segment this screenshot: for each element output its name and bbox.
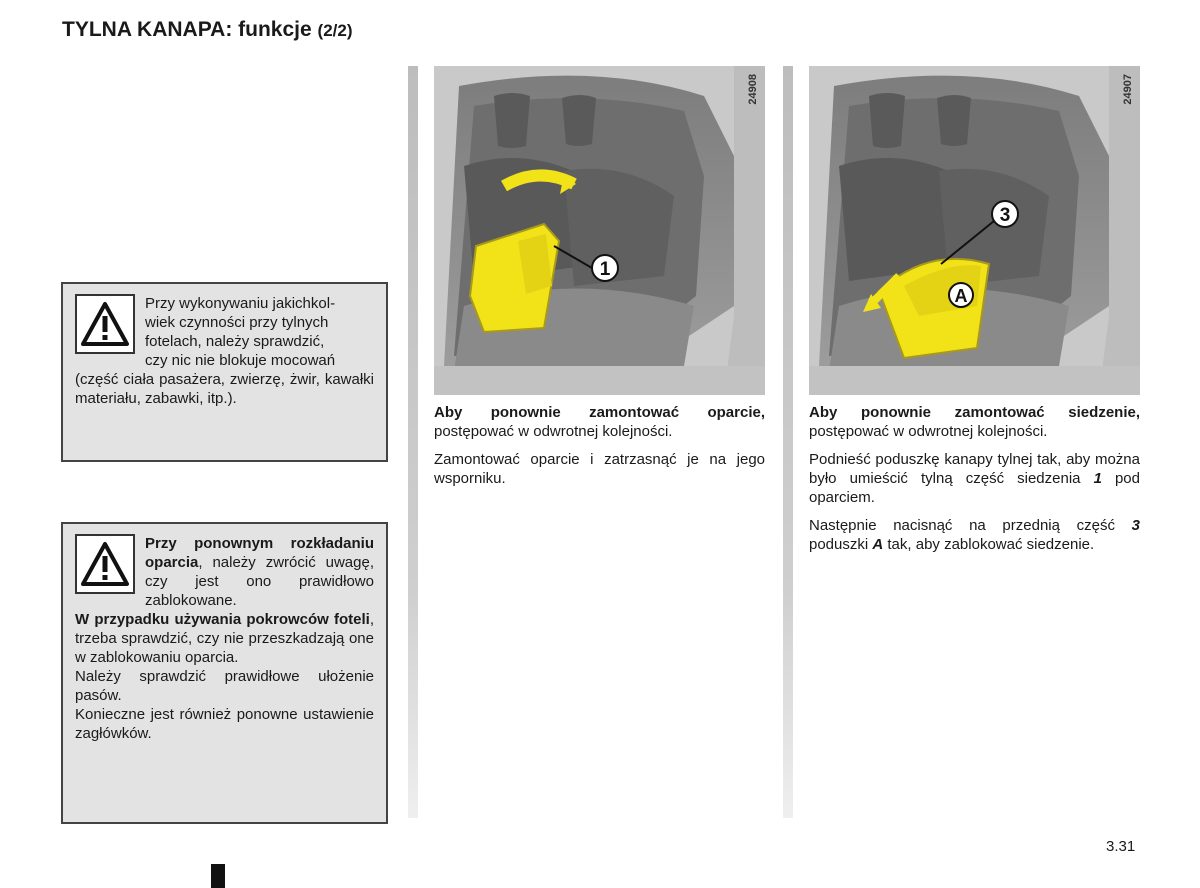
warning2-bold1: Przy ponownym rozkładaniu oparcia [145,535,374,571]
callout-3: 3 [999,205,1011,226]
page-edge-marker [211,864,225,888]
figure-seat-illustration [809,66,1140,395]
page-number: 3.31 [1106,838,1136,855]
figure-backrest-illustration [434,66,765,395]
warning-triangle-icon [75,534,135,594]
backrest-instructions [434,403,765,497]
warning1-line3: fotelach, należy sprawdzić, [145,333,325,350]
seat-intro-rest: postępować w odwrotnej kolejności. [809,423,1048,440]
warning1-rest: (część ciała pasażera, zwierzę, żwir, kawałki materiału, zabawki, itp.). [75,371,374,407]
seat-step1-b: pod oparciem. [809,470,1140,506]
seat-step2-b: poduszki [809,536,873,553]
backrest-intro [434,403,765,441]
warning2-bold2: W przypadku używania pokrowców foteli [75,611,370,628]
page-title [62,18,353,42]
backrest-intro-bold: Aby ponownie zamontować oparcie, [434,404,765,421]
callout-a: A [954,286,968,306]
figure-number: 24907 [1122,74,1134,105]
seat-ref-a: A [872,536,884,553]
warning2-para2 [75,610,374,667]
page-title-main: TYLNA KANAPA: funkcje [62,18,312,41]
seat-ref-3: 3 [1131,517,1140,534]
seat-intro-bold: Aby ponownie zamontować siedzenie, [809,404,1140,421]
column-divider-right [783,66,793,818]
seat-drawing [809,66,1140,395]
seat-step2-a: Następnie nacisnąć na przednią część [809,517,1132,534]
warning-triangle-icon [75,294,135,354]
seat-step1 [809,450,1140,507]
backrest-intro-rest: postępować w odwrotnej kolejności. [434,423,673,440]
warning1-line4: czy nic nie blokuje mocowań [145,352,336,369]
seat-intro [809,403,1140,441]
seat-step2-c: tak, aby zablokować siedzenie. [883,536,1095,553]
warning2-text2: , trzeba sprawdzić, czy nie przeszkadzają one w zablokowaniu oparcia. [75,611,374,666]
column-divider-left [408,66,418,818]
callout-1: 1 [599,259,611,280]
warning2-text1: , należy zwrócić uwagę, czy jest ono prawidłowo zablokowane. [145,554,374,609]
figure-number: 24908 [747,74,759,105]
warning2-text3: Należy sprawdzić prawidłowe ułożenie pasów. [75,668,374,704]
seat-instructions [809,403,1140,563]
seat-ref-1: 1 [1093,470,1102,487]
warning-box-backrest [61,522,388,824]
page-title-sub: (2/2) [317,21,353,40]
warning1-line2: wiek czynności przy tylnych [145,314,329,331]
seat-step2 [809,516,1140,554]
warning2-text4: Konieczne jest również ponowne ustawienie zagłówków. [75,706,374,742]
warning-box-fixings [61,282,388,462]
backrest-step: Zamontować oparcie i zatrzasnąć je na jego wsporniku. [434,451,765,487]
backrest-drawing [434,66,765,395]
warning1-line1: Przy wykonywaniu jakichkol- [145,295,336,312]
seat-step1-a: Podnieść poduszkę kanapy tylnej tak, aby można było umieścić tylną część siedzenia [809,451,1140,487]
